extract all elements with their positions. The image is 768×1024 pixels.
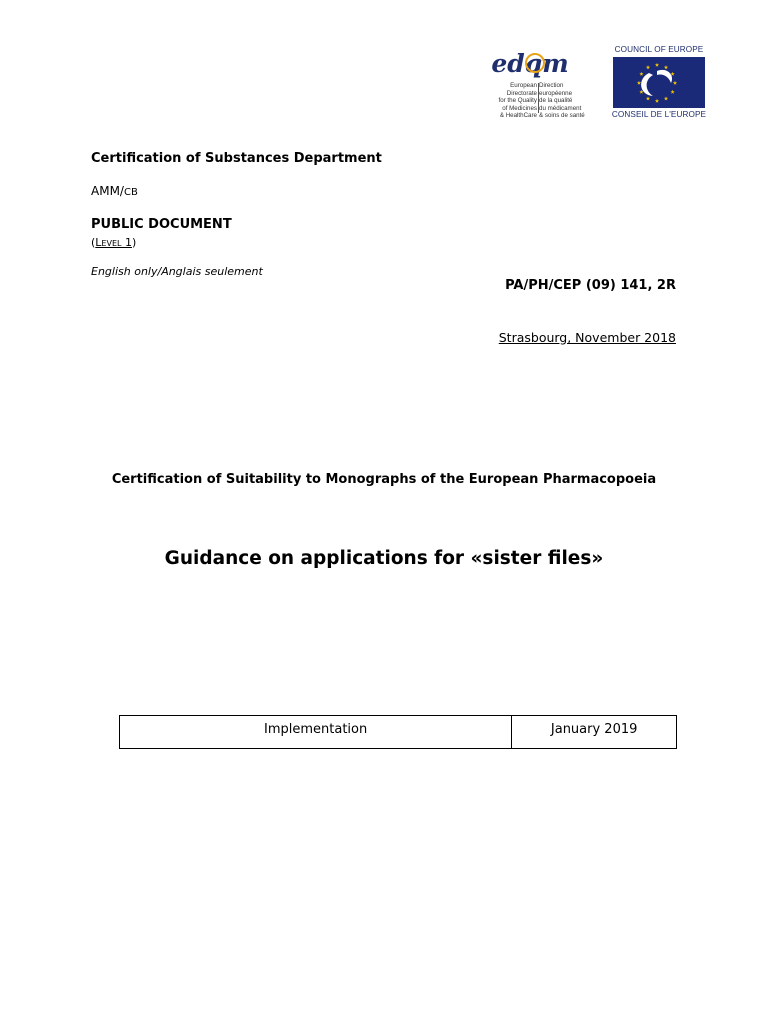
- edqm-caption: [480, 82, 598, 122]
- level-open-paren: (: [91, 236, 96, 249]
- edqm-caption-fr-line: de la qualité: [539, 97, 573, 105]
- table-row: [120, 716, 677, 749]
- coe-flag-icon: [613, 57, 705, 108]
- classification-level: [91, 236, 136, 249]
- amm-code-suffix: CB: [123, 187, 138, 198]
- coe-logo-top-text: COUNCIL OF EUROPE: [614, 45, 704, 54]
- document-subtitle: Certification of Suitability to Monographs of the European Pharmacopoeia: [111, 472, 657, 487]
- place-and-date: Strasbourg, November 2018: [498, 330, 676, 345]
- edqm-caption-fr-line: & soins de santé: [539, 112, 585, 120]
- edqm-caption-english: [480, 82, 537, 120]
- classification-label: PUBLIC DOCUMENT: [91, 217, 232, 232]
- coe-logo-bottom-text: CONSEIL DE L'EUROPE: [611, 110, 707, 119]
- implementation-label-cell: Implementation: [120, 716, 512, 749]
- edqm-caption-en-line: European Directorate: [506, 82, 537, 97]
- implementation-table: [119, 715, 677, 749]
- language-note: English only/Anglais seulement: [91, 265, 263, 278]
- edqm-caption-fr-line: du médicament: [539, 104, 582, 112]
- edqm-caption-en-line: for the Quality: [498, 97, 537, 105]
- edqm-wordmark-graphic: [480, 48, 580, 80]
- edqm-caption-fr-line: Direction européenne: [539, 82, 573, 97]
- document-reference: PA/PH/CEP (09) 141, 2R: [505, 278, 676, 293]
- coe-flag-graphic: [613, 57, 705, 108]
- svg-text:edqm: edqm: [491, 49, 569, 78]
- edqm-caption-en-line: & HealthCare: [499, 112, 537, 120]
- level-close-paren: ): [131, 236, 137, 249]
- implementation-date-cell: January 2019: [512, 716, 677, 749]
- amm-code-prefix: AMM/: [91, 184, 124, 198]
- department-heading: Certification of Substances Department: [91, 151, 382, 166]
- edqm-logo: [480, 48, 600, 122]
- edqm-caption-french: [539, 82, 596, 120]
- level-text: Level 1: [95, 236, 132, 249]
- document-title: Guidance on applications for «sister files»: [164, 548, 604, 569]
- council-of-europe-logo: [610, 45, 708, 123]
- amm-code: [91, 184, 138, 198]
- edqm-caption-en-line: of Medicines: [502, 104, 537, 112]
